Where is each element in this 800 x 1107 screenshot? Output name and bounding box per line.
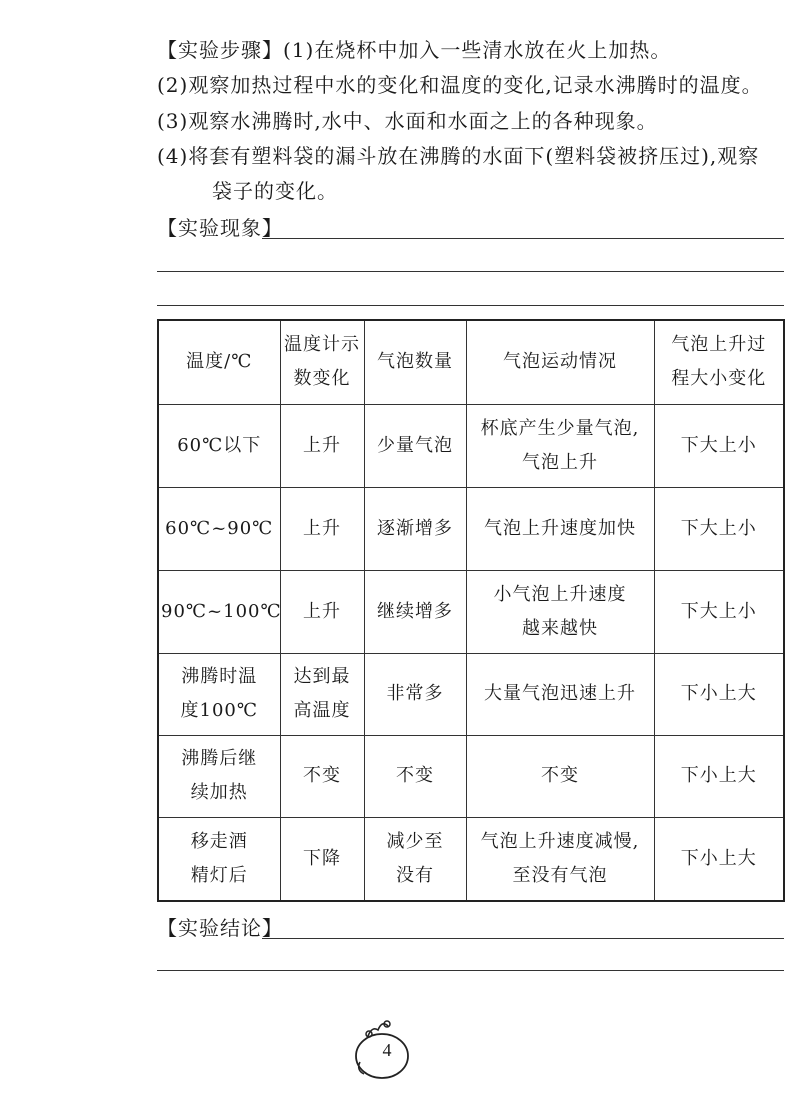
table-cell-line: 气泡上升速度加快 [484, 517, 636, 539]
table-header-cell [466, 320, 654, 404]
table-cell [364, 817, 466, 901]
table-cell [654, 735, 784, 817]
table-cell [466, 653, 654, 735]
table-cell-line: 上升 [303, 434, 341, 456]
phenomenon-label: 【实验现象】 [157, 216, 283, 240]
table-cell [158, 404, 280, 487]
table-cell-line: 下小上大 [680, 847, 757, 869]
table-cell [280, 404, 364, 487]
phenomenon-answer-line-1 [262, 238, 784, 239]
table-row [158, 487, 784, 570]
conclusion-answer-line-2 [157, 970, 784, 971]
table-cell-line: 气泡上升速度减慢, [480, 830, 640, 852]
table-cell-line: 下小上大 [680, 765, 757, 786]
phenomenon-answer-line-3 [157, 305, 784, 306]
table-cell-line: 60℃以下 [177, 434, 262, 456]
table-header-cell-line: 气泡上升过 [671, 334, 767, 356]
table-cell [280, 653, 364, 735]
table-cell [280, 487, 364, 570]
table-cell-line: 下大上小 [680, 517, 757, 539]
table-cell [466, 487, 654, 570]
table-row [158, 653, 784, 735]
table-cell-line: 不变 [541, 765, 579, 786]
table-cell [466, 404, 654, 487]
table-cell-line: 大量气泡迅速上升 [484, 683, 636, 704]
table-cell-line: 少量气泡 [377, 434, 453, 456]
step-3: (3)观察水沸腾时,水中、水面和水面之上的各种现象。 [157, 109, 658, 133]
table-cell [654, 570, 784, 653]
table-cell [466, 570, 654, 653]
table-cell-line: 小气泡上升速度 [493, 583, 627, 605]
table-cell [280, 735, 364, 817]
table-cell-line: 杯底产生少量气泡, [480, 417, 640, 439]
table-cell [654, 653, 784, 735]
table-cell [654, 404, 784, 487]
table-cell [364, 487, 466, 570]
table-cell [654, 487, 784, 570]
table-cell-line: 至没有气泡 [512, 864, 608, 886]
table-cell [364, 653, 466, 735]
table-header-cell [280, 320, 364, 404]
table-cell-line: 非常多 [386, 683, 444, 704]
table-cell-line: 精灯后 [190, 864, 248, 886]
table-cell [364, 570, 466, 653]
table-cell-line: 达到最 [293, 666, 351, 687]
conclusion-answer-line-1 [262, 938, 784, 939]
table-cell-line: 逐渐增多 [377, 517, 453, 539]
step-2: (2)观察加热过程中水的变化和温度的变化,记录水沸腾时的温度。 [157, 73, 763, 97]
table-row [158, 570, 784, 653]
table-cell-line: 高温度 [293, 700, 351, 721]
table-cell-line: 上升 [303, 600, 341, 622]
table-header-cell [364, 320, 466, 404]
table-row [158, 735, 784, 817]
table-header-cell [654, 320, 784, 404]
table-cell-line: 下大上小 [680, 434, 757, 456]
table-header-cell-line: 气泡数量 [377, 351, 453, 373]
table-cell-line: 90℃~100℃ [161, 600, 282, 622]
page-number: 4 [382, 1040, 392, 1060]
step-4-continued: 袋子的变化。 [212, 179, 338, 203]
table-cell-line: 下小上大 [680, 683, 757, 704]
table-cell-line: 沸腾后继 [181, 748, 258, 769]
table-cell-line: 气泡上升 [522, 451, 598, 473]
table-cell [364, 404, 466, 487]
table-row [158, 817, 784, 901]
table-header-cell-line: 气泡运动情况 [503, 351, 617, 373]
table-cell-line: 继续增多 [377, 600, 453, 622]
table-cell [466, 817, 654, 901]
table-cell [158, 653, 280, 735]
table-cell-line: 下降 [303, 847, 341, 869]
table-header-cell [158, 320, 280, 404]
step-1: 【实验步骤】(1)在烧杯中加入一些清水放在火上加热。 [157, 38, 672, 62]
step-4: (4)将套有塑料袋的漏斗放在沸腾的水面下(塑料袋被挤压过),观察 [157, 144, 760, 168]
table-cell-line: 不变 [396, 765, 434, 786]
table-cell [654, 817, 784, 901]
table-header-cell-line: 程大小变化 [671, 368, 767, 390]
table-header-cell-line: 温度/℃ [186, 351, 253, 373]
table-cell-line: 下大上小 [680, 600, 757, 622]
table-cell-line: 续加热 [190, 782, 248, 803]
experiment-table [157, 319, 785, 902]
table-cell [158, 735, 280, 817]
table-cell [158, 570, 280, 653]
table-header-cell-line: 温度计示 [284, 334, 360, 356]
table-cell [364, 735, 466, 817]
table-cell-line: 上升 [303, 517, 341, 539]
table-cell [466, 735, 654, 817]
table-header-row [158, 320, 784, 404]
table-cell-line: 没有 [396, 864, 434, 886]
table-cell-line: 越来越快 [522, 617, 598, 639]
table-cell-line: 度100℃ [180, 700, 258, 721]
table-cell [158, 817, 280, 901]
phenomenon-answer-line-2 [157, 271, 784, 272]
table-cell-line: 减少至 [386, 830, 444, 852]
table-row [158, 404, 784, 487]
table-cell-line: 60℃~90℃ [165, 517, 274, 539]
table-header-cell-line: 数变化 [293, 368, 351, 390]
table-cell [280, 817, 364, 901]
conclusion-label: 【实验结论】 [157, 916, 283, 940]
table-cell [158, 487, 280, 570]
table-cell-line: 不变 [303, 765, 341, 786]
table-cell-line: 移走酒 [190, 830, 248, 852]
table-cell [280, 570, 364, 653]
table-cell-line: 沸腾时温 [181, 666, 258, 687]
